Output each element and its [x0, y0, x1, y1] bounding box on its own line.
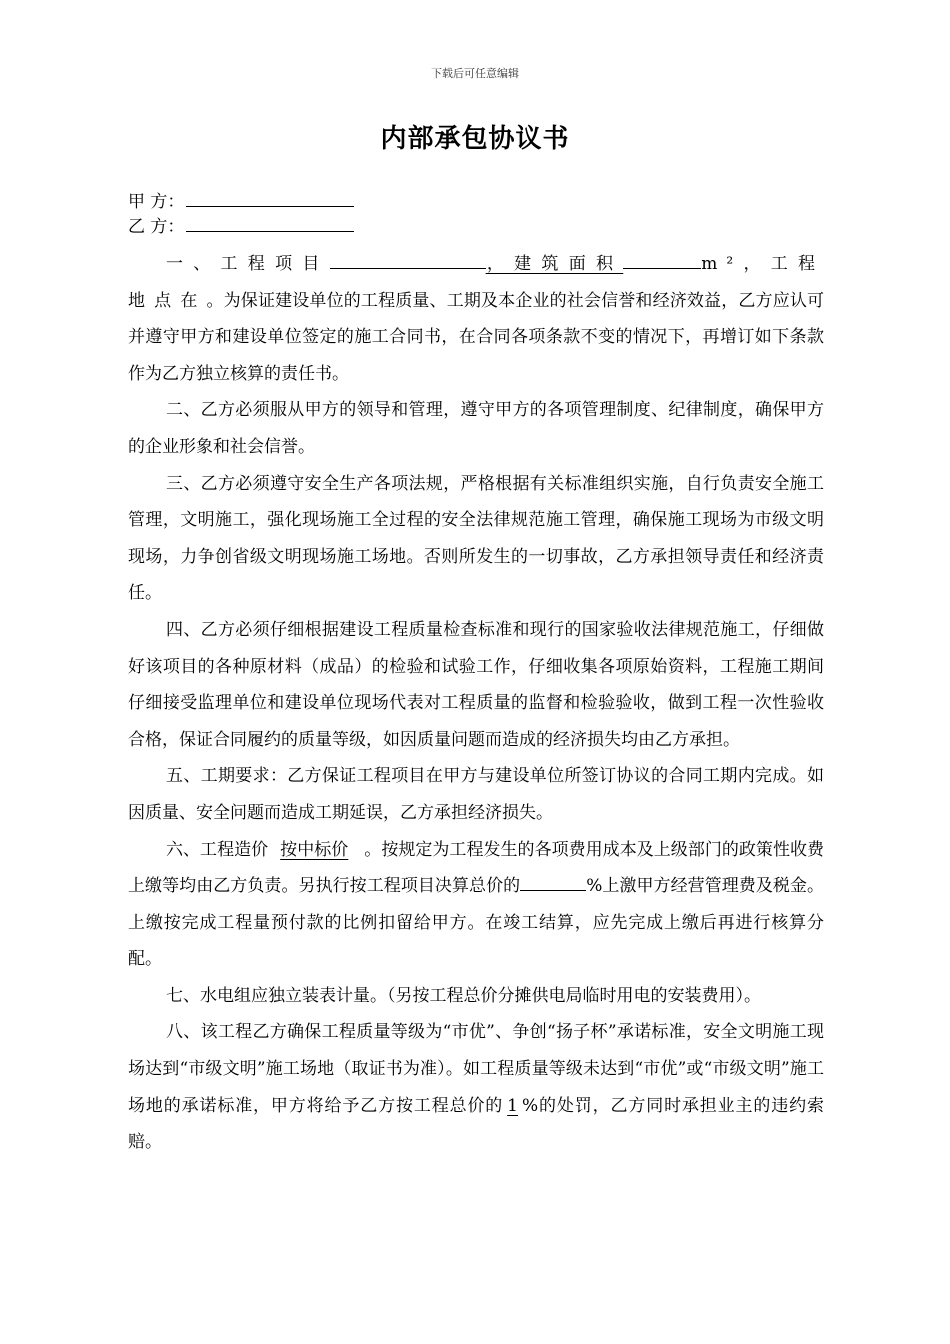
party-a-line [128, 188, 354, 210]
header-note: 下载后可任意编辑 [431, 67, 519, 80]
party-a-label: 甲 方： [128, 192, 185, 212]
clause-8-text: 八、该工程乙方确保工程质量等级为“市优”、争创“扬子杯”承诺标准，安全文明施工现场达到“市级文明”施工场地（取证书为准）。如工程质量等级未达到“市优”或“市级文明”施工场地的承诺标准，甲方将给予乙方按工程总价的 [128, 1022, 824, 1116]
clause-8 [128, 1014, 824, 1160]
clause-1-location-label: m²，工程地点在 [128, 254, 824, 311]
clause-2: 二、乙方必须服从甲方的领导和管理，遵守甲方的各项管理制度、纪律制度，确保甲方的企业形象和社会信誉。 [128, 400, 824, 457]
agreement-body [128, 246, 824, 1161]
clause-6-lead: 六、工程造价 [166, 839, 269, 860]
project-name-blank [330, 251, 486, 269]
party-b-line [128, 213, 354, 235]
clause-6 [128, 832, 824, 978]
party-b-blank [186, 213, 354, 232]
price-basis-value: 按中标价 [280, 839, 349, 860]
party-b-label: 乙 方： [128, 217, 185, 237]
clause-8-tail: %的处罚，乙方同时承担业主的违约索赔。 [128, 1095, 824, 1153]
area-blank [623, 251, 701, 269]
clause-1-area-label: ，建筑面积 [485, 254, 624, 274]
clause-6-text: 。按规定为工程发生的各项费用成本及上级部门的政策性收费上缴等均由乙方负责。另执行按工程项目决算总价的 [128, 839, 825, 897]
clause-7: 七、水电组应独立装表计量。（另按工程总价分摊供电局临时用电的安装费用）。 [166, 985, 761, 1006]
clause-1 [128, 246, 824, 392]
party-a-blank [186, 188, 354, 207]
document-title: 内部承包协议书 [380, 124, 570, 154]
fee-percent-blank [520, 873, 586, 891]
penalty-percent-value: 1 [507, 1095, 518, 1116]
clause-4: 四、乙方必须仔细根据建设工程质量检查标准和现行的国家验收法律规范施工，仔细做好该项目的各种原材料（成品）的检验和试验工作，仔细收集各项原始资料，工程施工期间仔细接受监理单位和建设单位现场代表对工程质量的监督和检验验收，做到工程一次性验收合格，保证合同履约的质量等级，如因质量问题而造成的经济损失均由乙方承担。 [128, 619, 824, 750]
clause-5: 五、工期要求：乙方保证工程项目在甲方与建设单位所签订协议的合同工期内完成。如因质量、安全问题而造成工期延误，乙方承担经济损失。 [128, 766, 824, 823]
clause-6-tail: %上激甲方经营管理费及税金。上缴按完成工程量预付款的比例扣留给甲方。在竣工结算，应先完成上缴后再进行核算分配。 [128, 876, 825, 970]
clause-3: 三、乙方必须遵守安全生产各项法规，严格根据有关标准组织实施，自行负责安全施工管理，文明施工，强化现场施工全过程的安全法律规范施工管理，确保施工现场为市级文明现场，力争创省级文明现场施工场地。否则所发生的一切事故，乙方承担领导责任和经济责任。 [128, 473, 824, 604]
clause-1-project-label: 一、工程项目 [166, 254, 330, 274]
clause-1-text: 。为保证建设单位的工程质量、工期及本企业的社会信誉和经济效益，乙方应认可并遵守甲方和建设单位签定的施工合同书，在合同各项条款不变的情况下，再增订如下条款作为乙方独立核算的责任书。 [128, 290, 825, 384]
